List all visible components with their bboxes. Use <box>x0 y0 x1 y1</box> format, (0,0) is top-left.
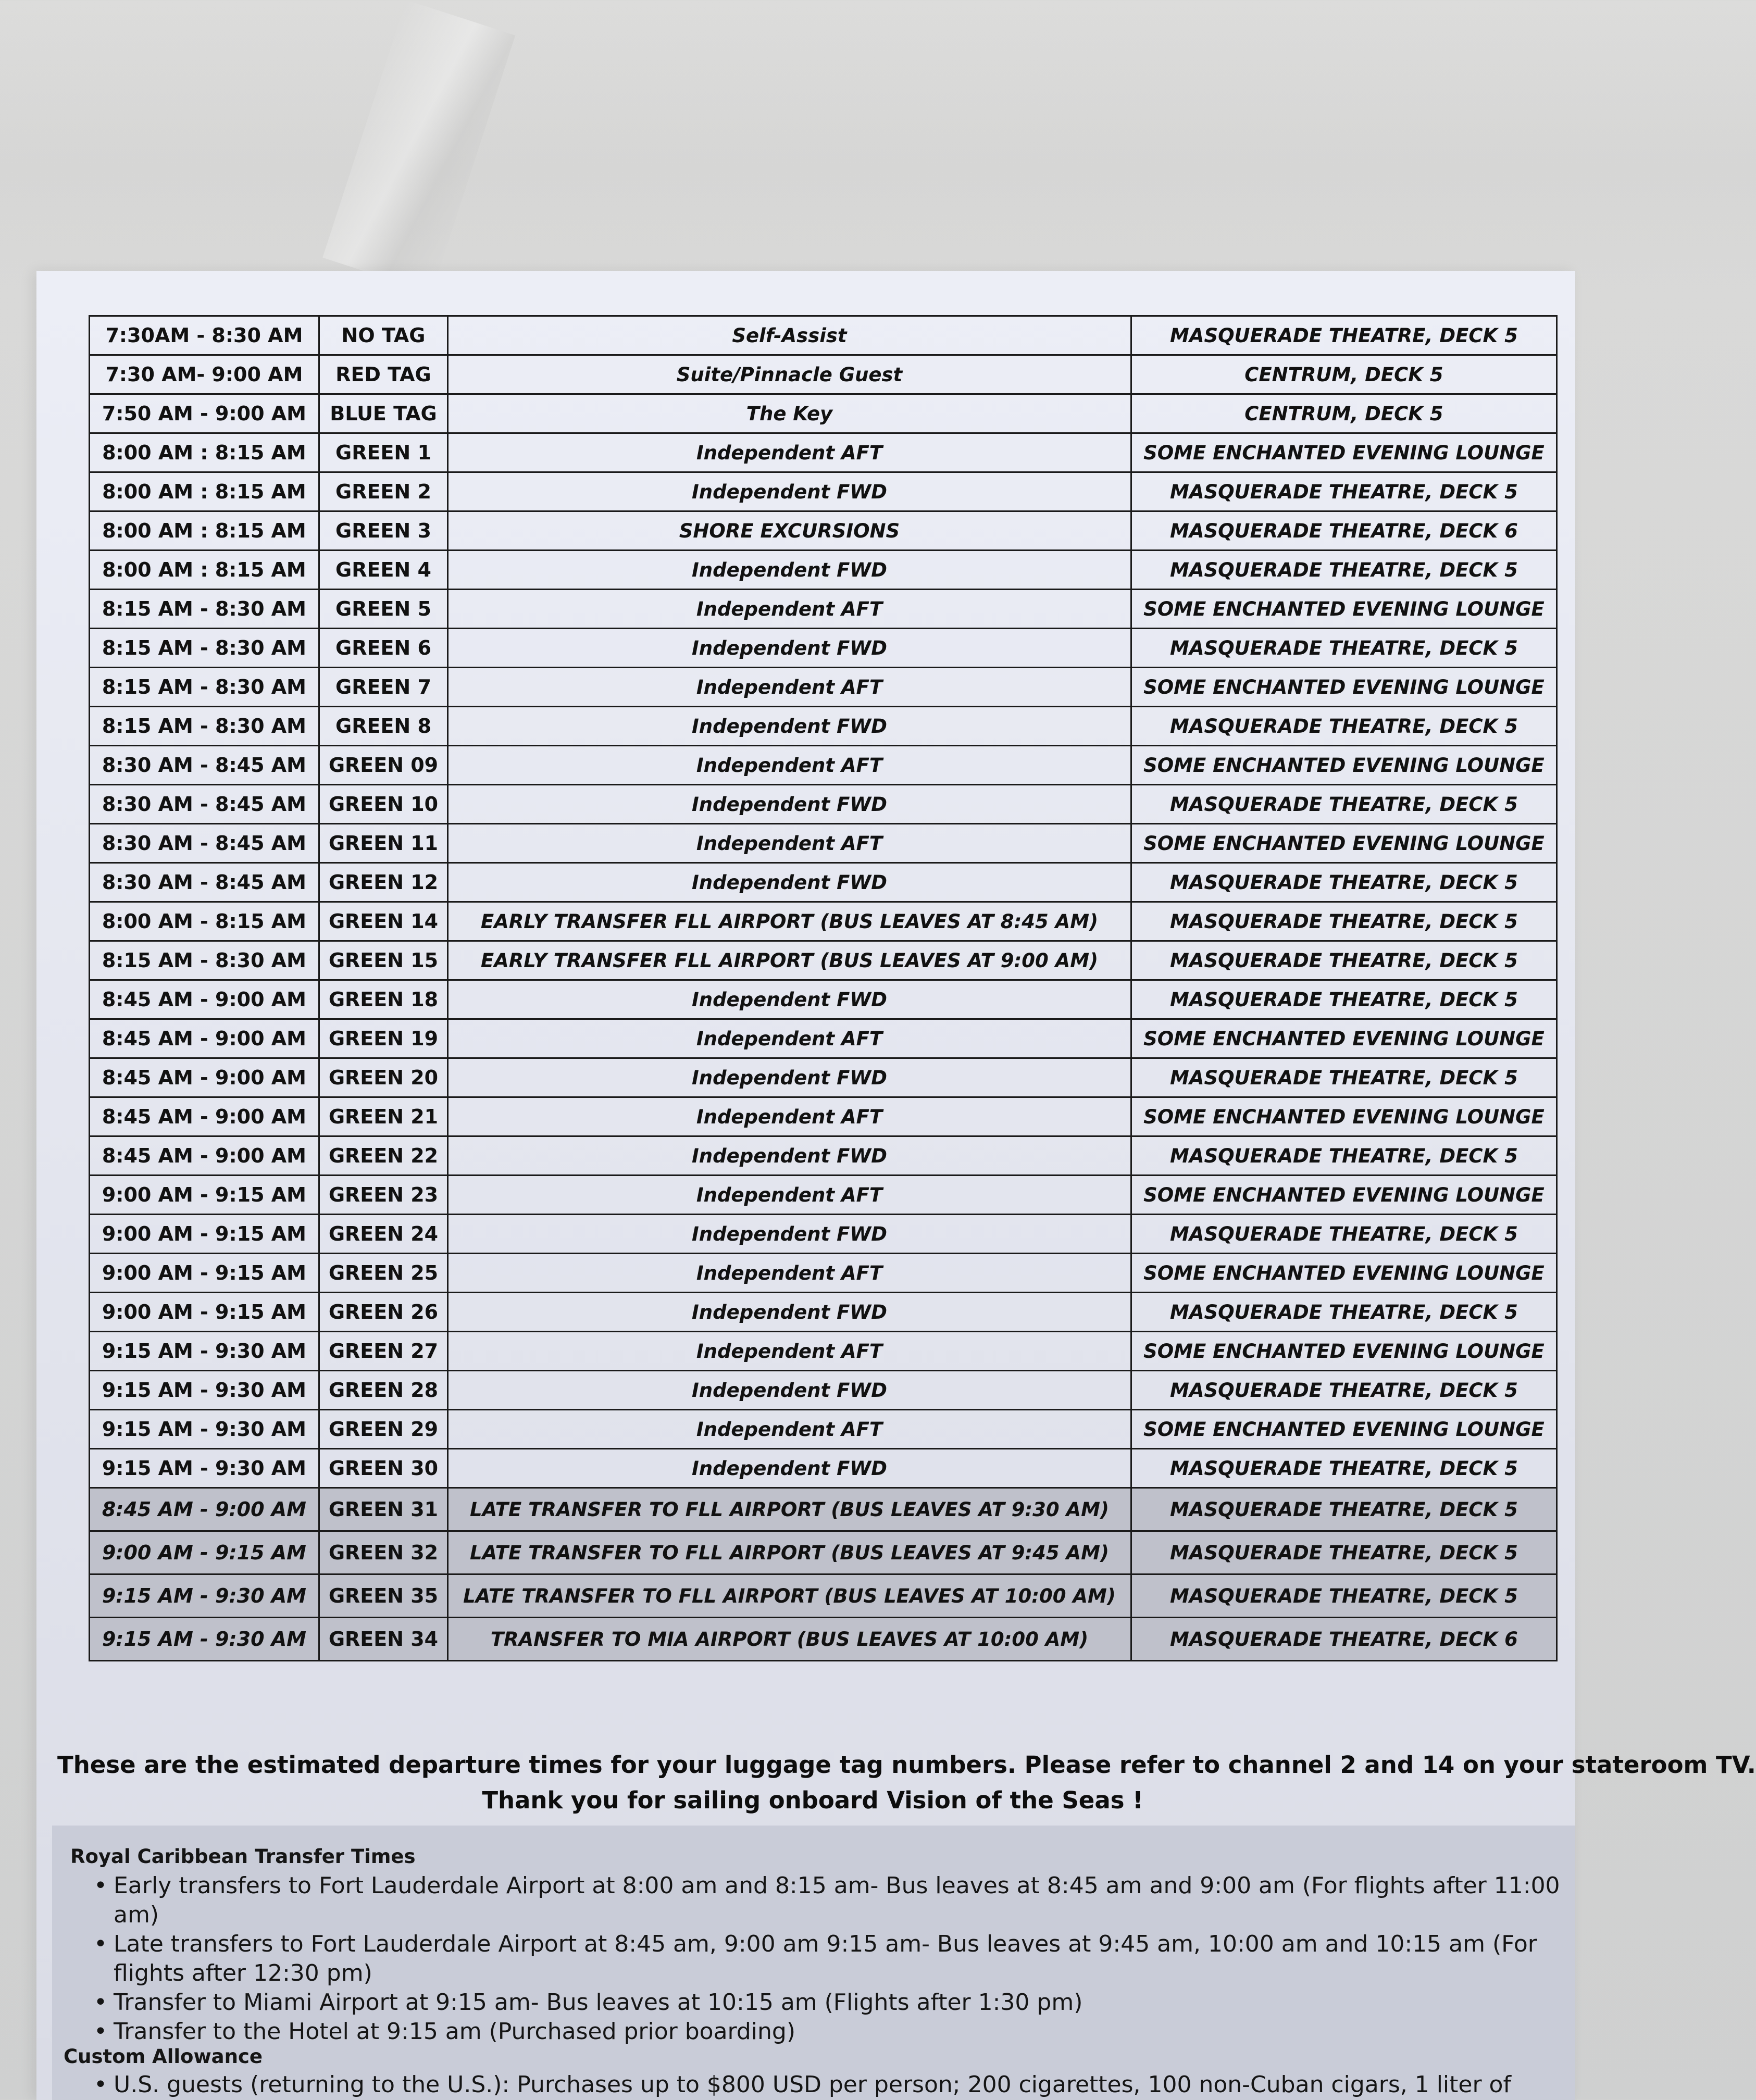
location-cell: MASQUERADE THEATRE, DECK 5 <box>1131 902 1556 941</box>
description-cell: Self-Assist <box>448 316 1131 355</box>
schedule-row <box>90 629 1557 668</box>
disembarkation-sheet <box>36 271 1756 2100</box>
schedule-row <box>90 746 1557 785</box>
schedule-row <box>90 1488 1557 1531</box>
tag-cell: GREEN 14 <box>319 902 447 941</box>
description-cell: Independent FWD <box>448 1293 1131 1332</box>
location-cell: MASQUERADE THEATRE, DECK 5 <box>1131 1488 1556 1531</box>
description-cell: Independent FWD <box>448 1371 1131 1410</box>
description-cell: Independent AFT <box>448 1176 1131 1215</box>
location-cell: CENTRUM, DECK 5 <box>1131 394 1556 433</box>
location-cell: MASQUERADE THEATRE, DECK 5 <box>1131 863 1556 902</box>
tag-cell: GREEN 30 <box>319 1449 447 1488</box>
tag-cell: GREEN 1 <box>319 433 447 472</box>
departure-note-line: These are the estimated departure times for your luggage tag numbers. Please refer to channel 2 and 14 on your stateroom TV. <box>57 1751 1756 1779</box>
location-cell: SOME ENCHANTED EVENING LOUNGE <box>1131 1097 1556 1136</box>
description-cell: EARLY TRANSFER FLL AIRPORT (BUS LEAVES AT 9:00 AM) <box>448 941 1131 980</box>
schedule-row <box>90 668 1557 707</box>
description-cell: Independent FWD <box>448 1058 1131 1097</box>
time-cell: 9:15 AM - 9:30 AM <box>90 1371 319 1410</box>
schedule-row <box>90 511 1557 551</box>
tag-cell: GREEN 34 <box>319 1618 447 1661</box>
time-cell: 8:15 AM - 8:30 AM <box>90 590 319 629</box>
tag-cell: GREEN 19 <box>319 1019 447 1058</box>
transfer-times-heading: Royal Caribbean Transfer Times <box>70 1845 416 1868</box>
location-cell: SOME ENCHANTED EVENING LOUNGE <box>1131 746 1556 785</box>
time-cell: 8:00 AM - 8:15 AM <box>90 902 319 941</box>
time-cell: 7:30AM - 8:30 AM <box>90 316 319 355</box>
location-cell: MASQUERADE THEATRE, DECK 5 <box>1131 1574 1556 1618</box>
time-cell: 9:00 AM - 9:15 AM <box>90 1254 319 1293</box>
time-cell: 8:45 AM - 9:00 AM <box>90 1019 319 1058</box>
location-cell: MASQUERADE THEATRE, DECK 5 <box>1131 1449 1556 1488</box>
schedule-row <box>90 1618 1557 1661</box>
tag-cell: GREEN 18 <box>319 980 447 1019</box>
schedule-row <box>90 316 1557 355</box>
description-cell: Independent FWD <box>448 472 1131 511</box>
tag-cell: GREEN 25 <box>319 1254 447 1293</box>
tag-cell: GREEN 10 <box>319 785 447 824</box>
schedule-row <box>90 1293 1557 1332</box>
time-cell: 8:45 AM - 9:00 AM <box>90 1136 319 1176</box>
description-cell: LATE TRANSFER TO FLL AIRPORT (BUS LEAVES AT 9:30 AM) <box>448 1488 1131 1531</box>
description-cell: Independent AFT <box>448 1254 1131 1293</box>
transfer-item: • Transfer to the Hotel at 9:15 am (Purchased prior boarding) <box>94 2017 1563 2046</box>
time-cell: 8:00 AM : 8:15 AM <box>90 551 319 590</box>
location-cell: CENTRUM, DECK 5 <box>1131 355 1556 394</box>
description-cell: Independent FWD <box>448 551 1131 590</box>
location-cell: MASQUERADE THEATRE, DECK 5 <box>1131 1371 1556 1410</box>
schedule-row <box>90 394 1557 433</box>
time-cell: 8:45 AM - 9:00 AM <box>90 1488 319 1531</box>
location-cell: MASQUERADE THEATRE, DECK 5 <box>1131 629 1556 668</box>
time-cell: 9:15 AM - 9:30 AM <box>90 1332 319 1371</box>
time-cell: 8:00 AM : 8:15 AM <box>90 472 319 511</box>
custom-allowance-item: • U.S. guests (returning to the U.S.): Purchases up to $800 USD per person; 200 cigarettes, 100 non-Cuban cigars, 1 liter of <box>94 2070 1584 2099</box>
time-cell: 7:30 AM- 9:00 AM <box>90 355 319 394</box>
time-cell: 9:00 AM - 9:15 AM <box>90 1215 319 1254</box>
schedule-row <box>90 863 1557 902</box>
tag-cell: GREEN 7 <box>319 668 447 707</box>
schedule-row <box>90 1449 1557 1488</box>
time-cell: 8:15 AM - 8:30 AM <box>90 629 319 668</box>
time-cell: 7:50 AM - 9:00 AM <box>90 394 319 433</box>
custom-allowance-list <box>94 2070 1584 2099</box>
schedule-row <box>90 1371 1557 1410</box>
time-cell: 8:45 AM - 9:00 AM <box>90 1097 319 1136</box>
time-cell: 9:15 AM - 9:30 AM <box>90 1574 319 1618</box>
tag-cell: GREEN 24 <box>319 1215 447 1254</box>
tag-cell: GREEN 2 <box>319 472 447 511</box>
location-cell: MASQUERADE THEATRE, DECK 5 <box>1131 1531 1556 1574</box>
time-cell: 9:00 AM - 9:15 AM <box>90 1293 319 1332</box>
location-cell: SOME ENCHANTED EVENING LOUNGE <box>1131 1332 1556 1371</box>
schedule-row <box>90 707 1557 746</box>
time-cell: 9:15 AM - 9:30 AM <box>90 1410 319 1449</box>
description-cell: Independent AFT <box>448 1410 1131 1449</box>
tag-cell: GREEN 6 <box>319 629 447 668</box>
tag-cell: RED TAG <box>319 355 447 394</box>
tag-cell: GREEN 09 <box>319 746 447 785</box>
time-cell: 8:45 AM - 9:00 AM <box>90 980 319 1019</box>
schedule-body <box>90 316 1557 1661</box>
tag-cell: GREEN 26 <box>319 1293 447 1332</box>
location-cell: MASQUERADE THEATRE, DECK 6 <box>1131 511 1556 551</box>
description-cell: Independent AFT <box>448 433 1131 472</box>
description-cell: Independent AFT <box>448 1332 1131 1371</box>
tag-cell: GREEN 5 <box>319 590 447 629</box>
location-cell: MASQUERADE THEATRE, DECK 5 <box>1131 707 1556 746</box>
location-cell: SOME ENCHANTED EVENING LOUNGE <box>1131 668 1556 707</box>
location-cell: SOME ENCHANTED EVENING LOUNGE <box>1131 433 1556 472</box>
transfer-item: • Transfer to Miami Airport at 9:15 am- Bus leaves at 10:15 am (Flights after 1:30 pm) <box>94 1988 1563 2017</box>
description-cell: SHORE EXCURSIONS <box>448 511 1131 551</box>
tag-cell: GREEN 4 <box>319 551 447 590</box>
location-cell: MASQUERADE THEATRE, DECK 5 <box>1131 1136 1556 1176</box>
location-cell: SOME ENCHANTED EVENING LOUNGE <box>1131 1019 1556 1058</box>
tag-cell: GREEN 22 <box>319 1136 447 1176</box>
schedule-row <box>90 1176 1557 1215</box>
location-cell: MASQUERADE THEATRE, DECK 5 <box>1131 551 1556 590</box>
tag-cell: GREEN 23 <box>319 1176 447 1215</box>
description-cell: Independent FWD <box>448 629 1131 668</box>
schedule-row <box>90 1097 1557 1136</box>
time-cell: 9:15 AM - 9:30 AM <box>90 1449 319 1488</box>
time-cell: 9:00 AM - 9:15 AM <box>90 1176 319 1215</box>
thank-you-line: Thank you for sailing onboard Vision of the Seas ! <box>482 1786 1143 1814</box>
tag-cell: GREEN 29 <box>319 1410 447 1449</box>
custom-allowance-heading: Custom Allowance <box>64 2045 263 2068</box>
schedule-row <box>90 472 1557 511</box>
schedule-row <box>90 824 1557 863</box>
time-cell: 8:00 AM : 8:15 AM <box>90 433 319 472</box>
schedule-row <box>90 1410 1557 1449</box>
departure-note <box>57 1747 1756 1818</box>
location-cell: MASQUERADE THEATRE, DECK 5 <box>1131 980 1556 1019</box>
location-cell: MASQUERADE THEATRE, DECK 6 <box>1131 1618 1556 1661</box>
location-cell: MASQUERADE THEATRE, DECK 5 <box>1131 785 1556 824</box>
schedule-row <box>90 1215 1557 1254</box>
description-cell: Independent FWD <box>448 1449 1131 1488</box>
tag-cell: GREEN 20 <box>319 1058 447 1097</box>
tag-cell: NO TAG <box>319 316 447 355</box>
location-cell: SOME ENCHANTED EVENING LOUNGE <box>1131 1410 1556 1449</box>
time-cell: 8:00 AM : 8:15 AM <box>90 511 319 551</box>
description-cell: Independent FWD <box>448 1215 1131 1254</box>
cloth-fold-highlight <box>322 0 515 293</box>
description-cell: The Key <box>448 394 1131 433</box>
location-cell: SOME ENCHANTED EVENING LOUNGE <box>1131 1254 1556 1293</box>
tag-cell: GREEN 35 <box>319 1574 447 1618</box>
transfer-item: • Late transfers to Fort Lauderdale Airport at 8:45 am, 9:00 am 9:15 am- Bus leaves at 9:45 am, 10:00 am and 10:15 am (For flights after 12:30 pm) <box>94 1930 1563 1988</box>
tag-cell: GREEN 11 <box>319 824 447 863</box>
tag-cell: GREEN 12 <box>319 863 447 902</box>
time-cell: 8:15 AM - 8:30 AM <box>90 707 319 746</box>
schedule-row <box>90 902 1557 941</box>
tag-cell: GREEN 8 <box>319 707 447 746</box>
tag-cell: GREEN 21 <box>319 1097 447 1136</box>
schedule-row <box>90 1136 1557 1176</box>
time-cell: 8:15 AM - 8:30 AM <box>90 941 319 980</box>
schedule-row <box>90 355 1557 394</box>
schedule-row <box>90 1254 1557 1293</box>
tag-cell: BLUE TAG <box>319 394 447 433</box>
time-cell: 8:45 AM - 9:00 AM <box>90 1058 319 1097</box>
location-cell: SOME ENCHANTED EVENING LOUNGE <box>1131 824 1556 863</box>
time-cell: 8:15 AM - 8:30 AM <box>90 668 319 707</box>
location-cell: MASQUERADE THEATRE, DECK 5 <box>1131 1215 1556 1254</box>
location-cell: MASQUERADE THEATRE, DECK 5 <box>1131 316 1556 355</box>
info-box <box>52 1826 1575 2100</box>
location-cell: MASQUERADE THEATRE, DECK 5 <box>1131 1058 1556 1097</box>
tag-cell: GREEN 3 <box>319 511 447 551</box>
tag-cell: GREEN 31 <box>319 1488 447 1531</box>
location-cell: MASQUERADE THEATRE, DECK 5 <box>1131 941 1556 980</box>
description-cell: Suite/Pinnacle Guest <box>448 355 1131 394</box>
schedule-row <box>90 1019 1557 1058</box>
description-cell: Independent FWD <box>448 980 1131 1019</box>
schedule-row <box>90 785 1557 824</box>
description-cell: Independent FWD <box>448 707 1131 746</box>
tag-cell: GREEN 28 <box>319 1371 447 1410</box>
schedule-row <box>90 1332 1557 1371</box>
time-cell: 8:30 AM - 8:45 AM <box>90 746 319 785</box>
luggage-tag-schedule-table <box>89 315 1558 1661</box>
time-cell: 8:30 AM - 8:45 AM <box>90 785 319 824</box>
location-cell: SOME ENCHANTED EVENING LOUNGE <box>1131 590 1556 629</box>
tag-cell: GREEN 15 <box>319 941 447 980</box>
location-cell: SOME ENCHANTED EVENING LOUNGE <box>1131 1176 1556 1215</box>
description-cell: Independent AFT <box>448 1097 1131 1136</box>
schedule-row <box>90 980 1557 1019</box>
description-cell: EARLY TRANSFER FLL AIRPORT (BUS LEAVES AT 8:45 AM) <box>448 902 1131 941</box>
schedule-row <box>90 1531 1557 1574</box>
description-cell: Independent AFT <box>448 746 1131 785</box>
description-cell: TRANSFER TO MIA AIRPORT (BUS LEAVES AT 10:00 AM) <box>448 1618 1131 1661</box>
schedule-row <box>90 1574 1557 1618</box>
schedule-row <box>90 590 1557 629</box>
schedule-row <box>90 1058 1557 1097</box>
location-cell: MASQUERADE THEATRE, DECK 5 <box>1131 472 1556 511</box>
time-cell: 9:15 AM - 9:30 AM <box>90 1618 319 1661</box>
description-cell: Independent FWD <box>448 785 1131 824</box>
description-cell: Independent AFT <box>448 824 1131 863</box>
description-cell: Independent AFT <box>448 590 1131 629</box>
description-cell: LATE TRANSFER TO FLL AIRPORT (BUS LEAVES AT 10:00 AM) <box>448 1574 1131 1618</box>
description-cell: Independent AFT <box>448 1019 1131 1058</box>
time-cell: 8:30 AM - 8:45 AM <box>90 863 319 902</box>
time-cell: 8:30 AM - 8:45 AM <box>90 824 319 863</box>
schedule-row <box>90 433 1557 472</box>
location-cell: MASQUERADE THEATRE, DECK 5 <box>1131 1293 1556 1332</box>
description-cell: Independent AFT <box>448 668 1131 707</box>
description-cell: LATE TRANSFER TO FLL AIRPORT (BUS LEAVES AT 9:45 AM) <box>448 1531 1131 1574</box>
schedule-row <box>90 941 1557 980</box>
transfer-item: • Early transfers to Fort Lauderdale Airport at 8:00 am and 8:15 am- Bus leaves at 8:45 am and 9:00 am (For flights after 11:00 am) <box>94 1871 1563 1930</box>
schedule-row <box>90 551 1557 590</box>
tag-cell: GREEN 32 <box>319 1531 447 1574</box>
time-cell: 9:00 AM - 9:15 AM <box>90 1531 319 1574</box>
transfer-times-list <box>94 1871 1563 2046</box>
description-cell: Independent FWD <box>448 1136 1131 1176</box>
description-cell: Independent FWD <box>448 863 1131 902</box>
tag-cell: GREEN 27 <box>319 1332 447 1371</box>
